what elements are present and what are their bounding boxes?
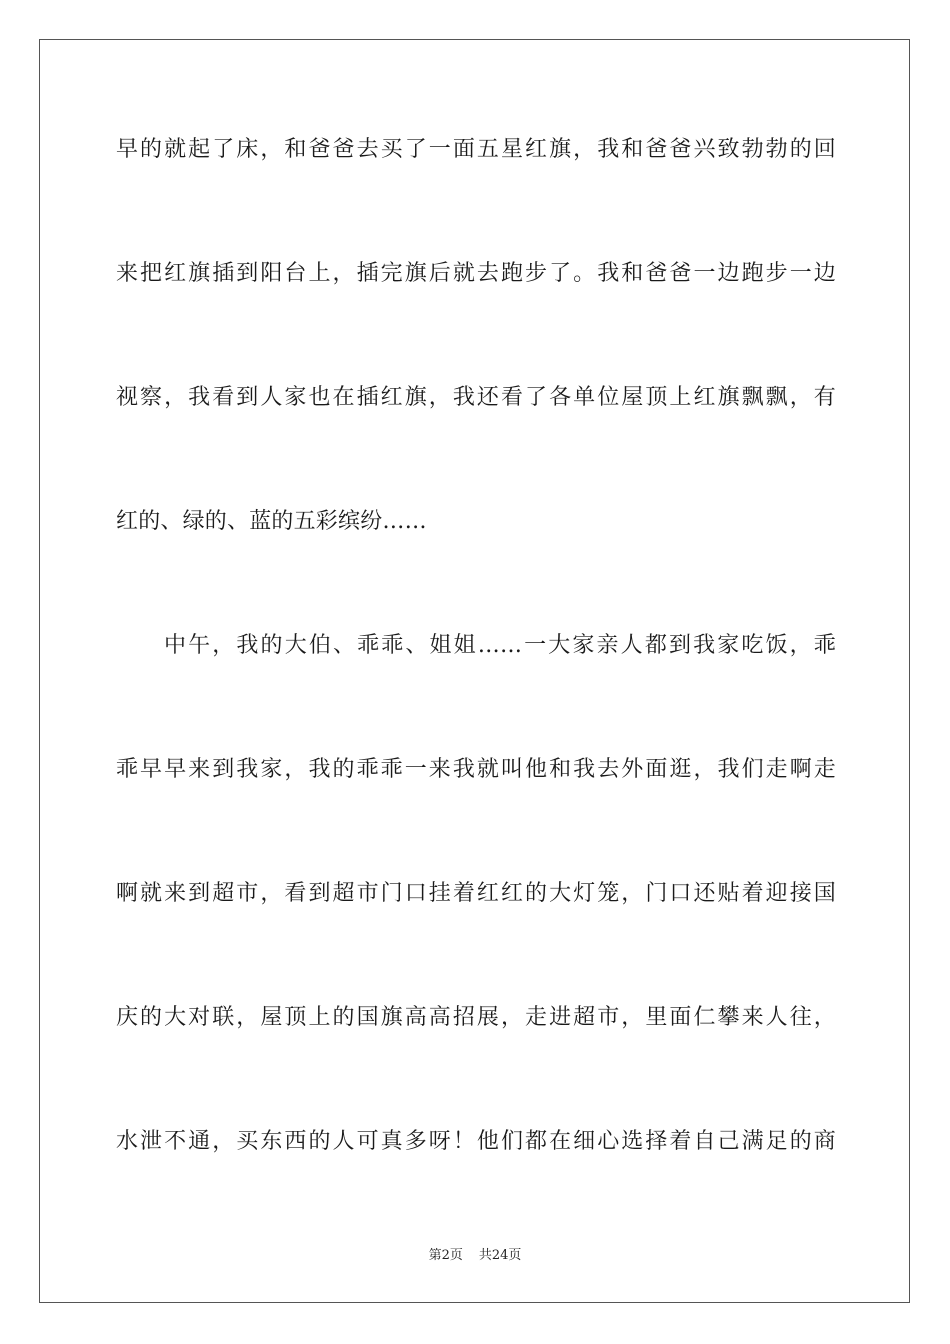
text-line-2: 来把红旗插到阳台上，插完旗后就去跑步了。我和爸爸一边跑步一边 [116,261,836,286]
text-line-9: 水泄不通，买东西的人可真多呀！他们都在细心选择着自己满足的商 [116,1129,836,1154]
text-line-7: 啊就来到超市，看到超市门口挂着红红的大灯笼，门口还贴着迎接国 [116,881,836,906]
page-number: 第2页 [428,1248,463,1263]
page-border [39,39,910,1303]
text-line-1: 早的就起了床，和爸爸去买了一面五星红旗，我和爸爸兴致勃勃的回 [116,137,836,162]
text-line-8: 庆的大对联，屋顶上的国旗高高招展，走进超市，里面仁攀来人往， [116,1005,836,1030]
text-line-6: 乖早早来到我家，我的乖乖一来我就叫他和我去外面逛，我们走啊走 [116,757,836,782]
text-line-5-paragraph-start: 中午，我的大伯、乖乖、姐姐……一大家亲人都到我家吃饭，乖 [164,633,836,658]
page-total: 共24页 [478,1248,522,1263]
text-line-4: 红的、绿的、蓝的五彩缤纷…… [116,509,427,534]
text-line-3: 视察，我看到人家也在插红旗，我还看了各单位屋顶上红旗飘飘，有 [116,385,836,410]
page-footer [0,1248,950,1264]
